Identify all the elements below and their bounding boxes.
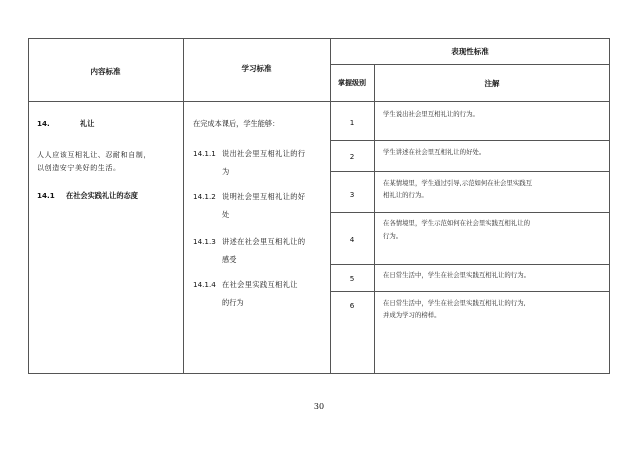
unit-title: 礼让: [80, 119, 95, 128]
table-bottom-border: [28, 373, 610, 374]
header-subdivider: [330, 64, 610, 65]
performance-description-line-2: 行为。: [383, 232, 403, 240]
column-divider-1: [183, 38, 184, 374]
learning-item-line-2: 的行为: [222, 298, 244, 307]
table-top-border: [28, 38, 610, 39]
content-description-line-1: 人人应该互相礼让、忍耐和自制，: [37, 151, 151, 159]
header-content-standard: 内容标准: [90, 67, 121, 76]
performance-description-line-1: 学生说出社会里互相礼让的行为。: [383, 110, 479, 118]
performance-description-line-1: 在日常生活中，学生在社会里实践互相礼让的行为。: [383, 271, 530, 279]
performance-description-line-2: 并成为学习的榜样。: [383, 311, 441, 319]
performance-level: 4: [349, 235, 355, 244]
table-left-border: [28, 38, 29, 374]
learning-intro: 在完成本课后，学生能够：: [193, 119, 280, 128]
performance-description-line-1: 在日常生活中，学生在社会里实践互相礼让的行为,: [383, 299, 526, 307]
learning-item-code: 14.1.3: [193, 237, 216, 246]
content-description-line-2: 以创造安宁美好的生活。: [37, 164, 121, 172]
performance-description-line-2: 相礼让的行为。: [383, 191, 428, 199]
performance-level: 2: [349, 152, 355, 161]
sub-standard-title: 在社会实践礼让的态度: [66, 191, 138, 200]
performance-level: 1: [349, 118, 355, 127]
header-bottom-border: [28, 101, 610, 102]
sub-standard-number: 14.1: [37, 191, 55, 200]
header-explanation: 注解: [484, 79, 500, 88]
header-performance-standard: 表现性标准: [451, 47, 489, 56]
column-divider-3: [374, 64, 375, 374]
learning-item-line-1: 说明社会里互相礼让的好: [222, 192, 306, 201]
column-divider-2: [330, 38, 331, 374]
learning-item-line-2: 感受: [222, 255, 237, 264]
learning-item-line-1: 讲述在社会里互相礼让的: [222, 237, 306, 246]
row-divider-1: [330, 140, 610, 141]
row-divider-5: [330, 291, 610, 292]
header-level: 掌握级别: [338, 79, 366, 87]
learning-item-line-1: 说出社会里互相礼让的行: [222, 149, 306, 158]
learning-item-line-2: 为: [222, 167, 230, 176]
performance-level: 6: [349, 301, 355, 310]
row-divider-3: [330, 212, 610, 213]
performance-description-line-1: 在某情境里，学生通过引导,示范如何在社会里实践互: [383, 179, 533, 187]
header-learning-standard: 学习标准: [241, 64, 272, 73]
learning-item-line-2: 处: [222, 210, 230, 219]
performance-description-line-1: 学生讲述在社会里互相礼让的好处。: [383, 148, 486, 156]
row-divider-2: [330, 171, 610, 172]
unit-number: 14.: [37, 119, 50, 128]
learning-item-code: 14.1.1: [193, 149, 216, 158]
learning-item-code: 14.1.4: [193, 280, 216, 289]
row-divider-4: [330, 264, 610, 265]
performance-level: 5: [349, 274, 355, 283]
performance-level: 3: [349, 190, 355, 199]
page-number: 30: [313, 402, 325, 411]
performance-description-line-1: 在各情境里，学生示范如何在社会里实践互相礼让的: [383, 219, 530, 227]
learning-item-code: 14.1.2: [193, 192, 216, 201]
learning-item-line-1: 在社会里实践互相礼让: [222, 280, 298, 289]
